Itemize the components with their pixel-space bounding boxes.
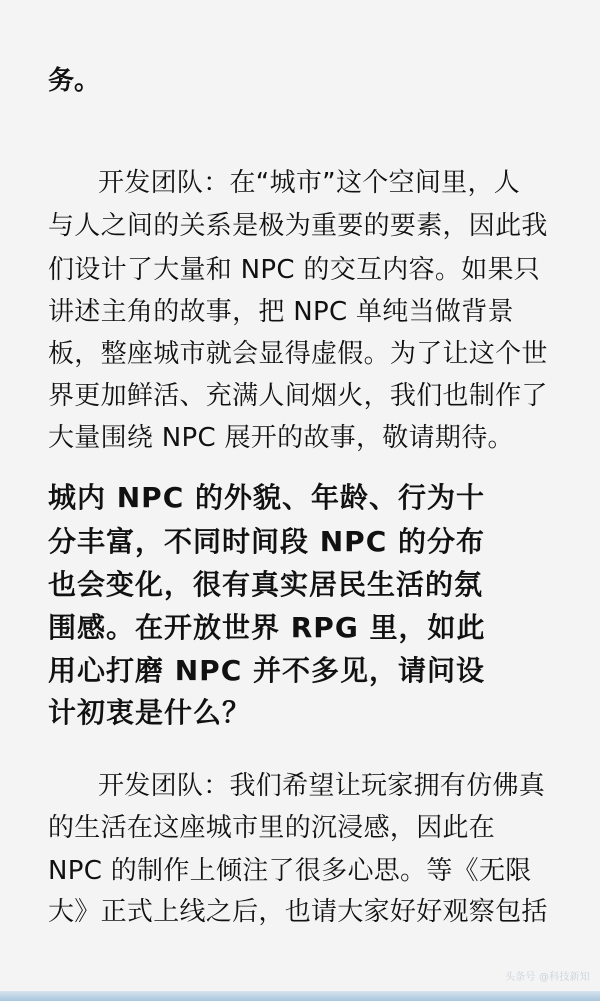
answer-paragraph-1-line-2: 与人之间的关系是极为重要的要素，因此我 [48,211,548,241]
question-line-6: 计初衷是什么？ [48,696,252,729]
answer-paragraph-2-line-1: 开发团队：我们希望让玩家拥有仿佛真 [98,771,546,801]
question-line-1: 城内 NPC 的外貌、年龄、行为十 [48,481,486,514]
bottom-strip [0,991,600,1001]
watermark: 头条号 @科技新知 [505,972,590,983]
question-line-3: 也会变化，很有真实居民生活的氛 [48,568,484,601]
answer-paragraph-1-line-4: 讲述主角的故事，把 NPC 单纯当做背景 [48,297,514,327]
answer-paragraph-2-line-3: NPC 的制作上倾注了很多心思。等《无限 [48,856,532,886]
answer-paragraph-1-line-7: 大量围绕 NPC 展开的故事，敬请期待。 [48,423,514,453]
paragraph-ending-line: 务。 [48,66,101,96]
question-line-4: 围感。在开放世界 RPG 里，如此 [48,611,486,644]
answer-paragraph-1-line-5: 板，整座城市就会显得虚假。为了让这个世 [48,339,548,369]
question-line-5: 用心打磨 NPC 并不多见，请问设 [48,654,486,687]
answer-paragraph-1-line-6: 界更加鲜活、充满人间烟火，我们也制作了 [48,381,548,411]
answer-paragraph-2-line-4: 大》正式上线之后，也请大家好好观察包括 [48,897,548,927]
answer-paragraph-1-line-1: 开发团队：在“城市”这个空间里，人 [98,168,521,198]
answer-paragraph-1-line-3: 们设计了大量和 NPC 的交互内容。如果只 [48,255,541,285]
answer-paragraph-2-line-2: 的生活在这座城市里的沉浸感，因此在 [48,813,496,843]
question-line-2: 分丰富，不同时间段 NPC 的分布 [48,525,486,558]
